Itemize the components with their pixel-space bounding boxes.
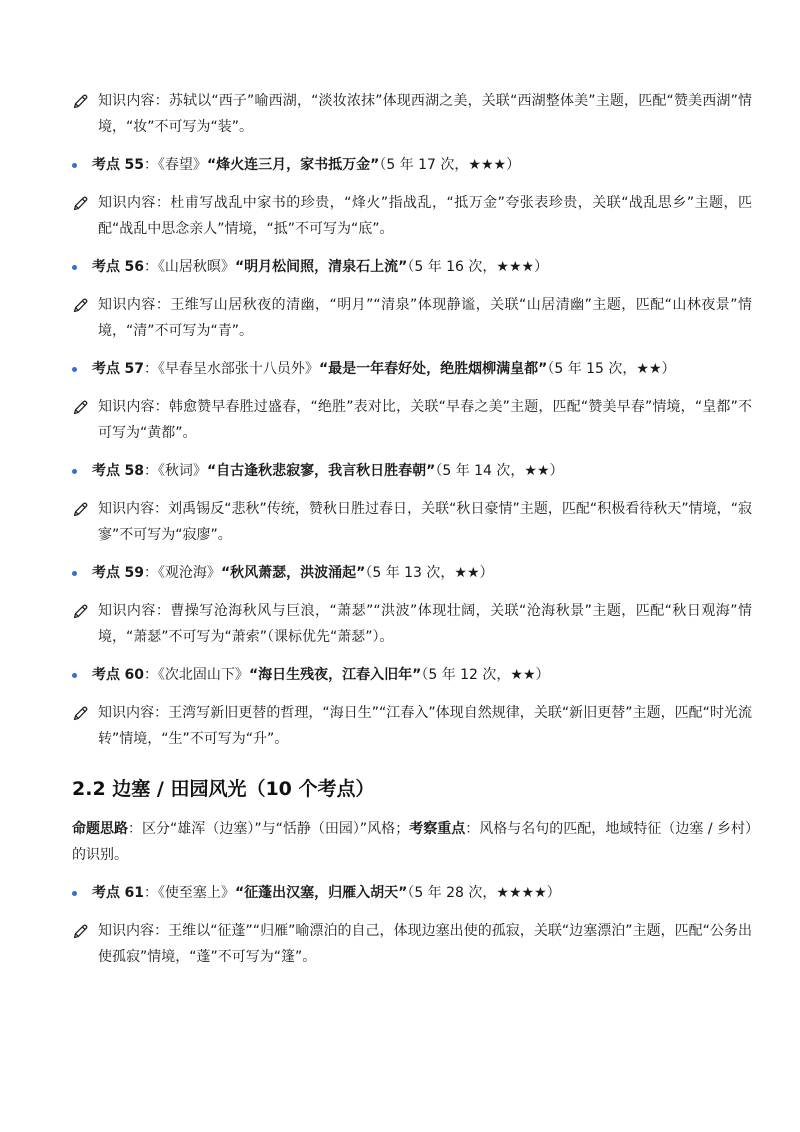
pencil-icon — [72, 195, 89, 212]
lead-label-approach: 命题思路 — [72, 821, 129, 837]
frequency-meta: （5 年 17 次，★★★） — [379, 157, 521, 173]
lead-text-approach: ：区分“雄浑（边塞）”与“恬静（田园）”风格； — [128, 821, 410, 837]
poem-quote: “烽火连三月，家书抵万金” — [206, 157, 380, 173]
exam-point-59: 考点 59：《观沧海》“秋风萧瑟，洪波涌起”（5 年 13 次，★★） — [72, 561, 752, 585]
exam-point-60: 考点 60：《次北固山下》“海日生残夜，江春入旧年”（5 年 12 次，★★） — [72, 663, 752, 687]
point-label: 考点 — [92, 463, 120, 479]
exam-point-56: 考点 56：《山居秋暝》“明月松间照，清泉石上流”（5 年 16 次，★★★） — [72, 255, 752, 279]
knowledge-note — [72, 292, 752, 344]
poem-title: 《秋词》 — [157, 463, 207, 479]
section-heading: 2.2 边塞 / 田园风光（10 个考点） — [72, 778, 375, 800]
frequency-meta: （5 年 16 次，★★★） — [407, 259, 549, 275]
note-text: 王湾写新旧更替的哲理，“海日生”“江春入”体现自然规律，关联“新旧更替”主题，匹配“时光流转”情境，“生”不可写为“升”。 — [98, 705, 753, 747]
point-label: 考点 — [92, 157, 120, 173]
note-prefix: 知识内容： — [98, 297, 171, 313]
knowledge-note — [72, 918, 752, 970]
point-number: 57 — [124, 361, 144, 377]
point-number: 60 — [124, 667, 144, 683]
note-text: 王维写山居秋夜的清幽，“明月”“清泉”体现静谧，关联“山居清幽”主题，匹配“山林夜景”情境，“清”不可写为“青”。 — [98, 297, 752, 339]
pencil-icon — [72, 297, 89, 314]
point-label: 考点 — [92, 885, 120, 901]
document-page — [72, 88, 752, 983]
poem-title: 《次北固山下》 — [157, 667, 249, 683]
poem-title: 《山居秋暝》 — [157, 259, 235, 275]
point-number: 55 — [124, 157, 144, 173]
bullet-icon — [72, 673, 77, 678]
point-label: 考点 — [92, 361, 120, 377]
point-label: 考点 — [92, 565, 120, 581]
frequency-meta: （5 年 15 次，★★） — [547, 361, 676, 377]
note-prefix: 知识内容： — [98, 705, 169, 721]
note-prefix: 知识内容： — [98, 923, 169, 939]
poem-quote: “秋风萧瑟，洪波涌起” — [220, 565, 366, 581]
knowledge-note — [72, 598, 752, 650]
exam-point-58: 考点 58：《秋词》“自古逢秋悲寂寥，我言秋日胜春朝”（5 年 14 次，★★） — [72, 459, 752, 483]
exam-point-61: 考点 61：《使至塞上》“征蓬出汉塞，归雁入胡天”（5 年 28 次，★★★★） — [72, 881, 752, 905]
note-text: 苏轼以“西子”喻西湖，“淡妆浓抹”体现西湖之美，关联“西湖整体美”主题，匹配“赞美西湖”情境，“妆”不可写为“装”。 — [98, 93, 753, 135]
frequency-meta: （5 年 13 次，★★） — [365, 565, 494, 581]
frequency-meta: （5 年 14 次，★★） — [435, 463, 564, 479]
poem-quote: “海日生残夜，江春入旧年” — [248, 667, 422, 683]
poem-title: 《使至塞上》 — [157, 885, 235, 901]
note-prefix: 知识内容： — [98, 93, 169, 109]
knowledge-note — [72, 190, 752, 242]
poem-quote: “最是一年春好处，绝胜烟柳满皇都” — [318, 361, 548, 377]
pencil-icon — [72, 501, 89, 518]
bullet-icon — [72, 367, 77, 372]
note-text: 王维以“征蓬”“归雁”喻漂泊的自己，体现边塞出使的孤寂，关联“边塞漂泊”主题，匹配“公务出使孤寂”情境，“蓬”不可写为“篷”。 — [98, 923, 753, 965]
lead-label-focus: 考察重点 — [409, 821, 466, 837]
poem-title: 《春望》 — [157, 157, 207, 173]
knowledge-note — [72, 394, 752, 446]
exam-point-57: 考点 57：《早春呈水部张十八员外》“最是一年春好处，绝胜烟柳满皇都”（5 年 15 次，★★） — [72, 357, 752, 381]
bullet-icon — [72, 571, 77, 576]
note-text: 刘禹锡反“悲秋”传统，赞秋日胜过春日，关联“秋日豪情”主题，匹配“积极看待秋天”情境，“寂寥”不可写为“寂廖”。 — [98, 501, 752, 543]
bullet-icon — [72, 163, 77, 168]
knowledge-note — [72, 700, 752, 752]
bullet-icon — [72, 265, 77, 270]
point-number: 59 — [124, 565, 144, 581]
poem-title: 《早春呈水部张十八员外》 — [157, 361, 319, 377]
exam-point-55: 考点 55：《春望》“烽火连三月，家书抵万金”（5 年 17 次，★★★） — [72, 153, 752, 177]
note-prefix: 知识内容： — [98, 399, 169, 415]
bullet-icon — [72, 469, 77, 474]
point-number: 61 — [124, 885, 144, 901]
bullet-icon — [72, 891, 77, 896]
note-prefix: 知识内容： — [98, 603, 171, 619]
poem-title: 《观沧海》 — [157, 565, 221, 581]
section-lead — [72, 816, 752, 868]
poem-quote: “自古逢秋悲寂寥，我言秋日胜春朝” — [206, 463, 436, 479]
note-prefix: 知识内容： — [98, 195, 171, 211]
poem-quote: “征蓬出汉塞，归雁入胡天” — [234, 885, 408, 901]
note-prefix: 知识内容： — [98, 501, 169, 517]
note-text: 韩愈赞早春胜过盛春，“绝胜”表对比，关联“早春之美”主题，匹配“赞美早春”情境，“皇都”不可写为“黄都”。 — [98, 399, 753, 441]
poem-quote: “明月松间照，清泉石上流” — [234, 259, 408, 275]
pencil-icon — [72, 603, 89, 620]
lead-text-focus: ：风格与名句的匹配，地域特征（边塞 / 乡村）的识别。 — [72, 821, 753, 863]
frequency-meta: （5 年 28 次，★★★★） — [407, 885, 561, 901]
pencil-icon — [72, 93, 89, 110]
knowledge-note — [72, 496, 752, 548]
point-label: 考点 — [92, 259, 120, 275]
point-label: 考点 — [92, 667, 120, 683]
note-text: 曹操写沧海秋风与巨浪，“萧瑟”“洪波”体现壮阔，关联“沧海秋景”主题，匹配“秋日观海”情境，“萧瑟”不可写为“萧索”（课标优先“萧瑟”）。 — [98, 603, 752, 645]
pencil-icon — [72, 923, 89, 940]
point-number: 58 — [124, 463, 144, 479]
knowledge-note — [72, 88, 752, 140]
pencil-icon — [72, 399, 89, 416]
frequency-meta: （5 年 12 次，★★） — [421, 667, 550, 683]
note-text: 杜甫写战乱中家书的珍贵，“烽火”指战乱，“抵万金”夸张表珍贵，关联“战乱思乡”主题，匹配“战乱中思念亲人”情境，“抵”不可写为“底”。 — [98, 195, 753, 237]
point-number: 56 — [124, 259, 144, 275]
pencil-icon — [72, 705, 89, 722]
